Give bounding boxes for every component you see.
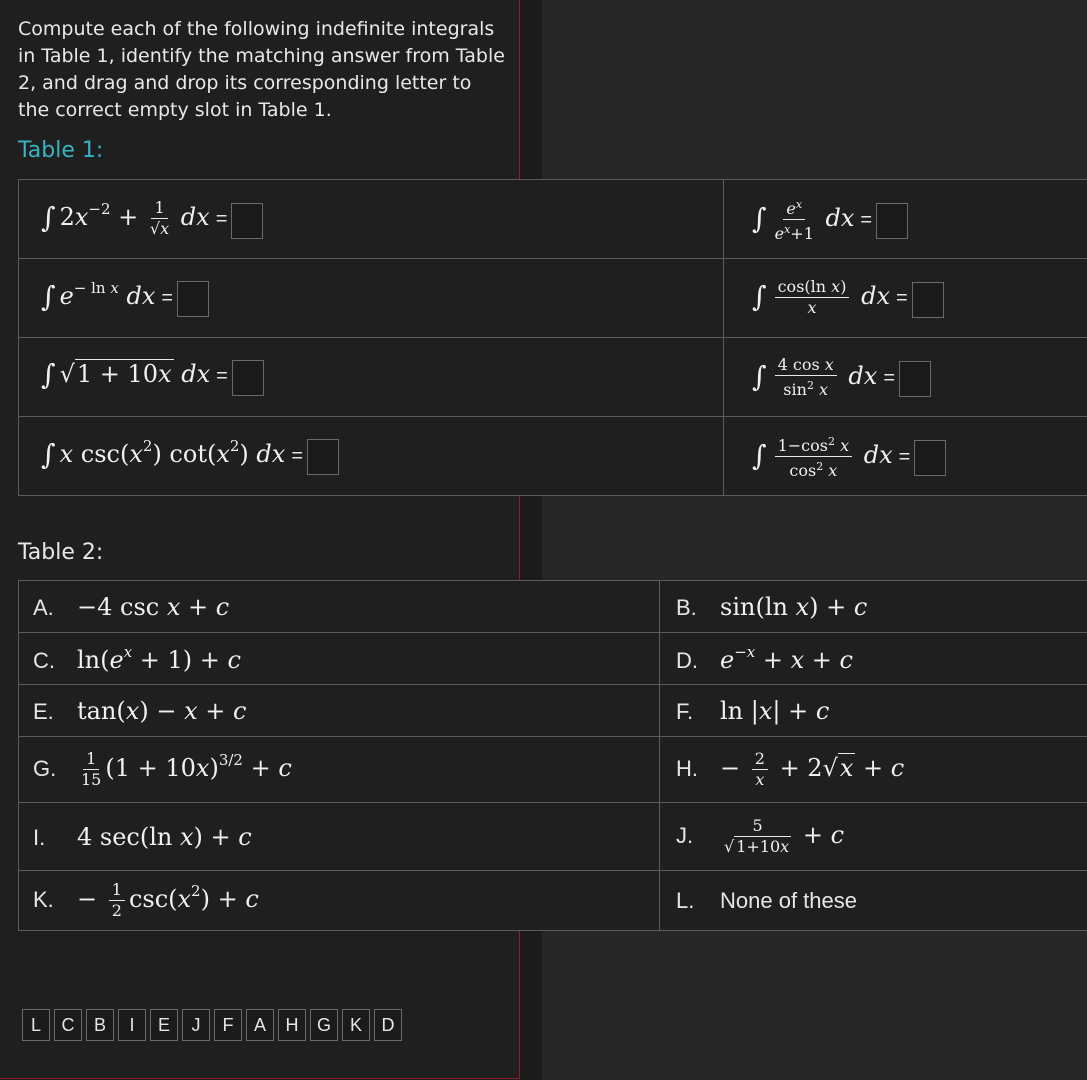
answer-slot-2[interactable]: [876, 203, 908, 239]
integral-cell-3: ∫ $e^{- ln x}$ dx =: [19, 259, 724, 338]
tile-L[interactable]: L: [22, 1009, 50, 1041]
integral-cell-6: ∫ $\frac{\text{4 cos x}}{\sin^2 x}$ dx =: [724, 338, 1087, 417]
tile-D[interactable]: D: [374, 1009, 402, 1041]
answer-L: L. None of these: [660, 871, 1087, 931]
letter-tiles: [22, 1009, 402, 1041]
tile-H[interactable]: H: [278, 1009, 306, 1041]
tile-J[interactable]: J: [182, 1009, 210, 1041]
answers-table: [18, 580, 1087, 931]
tile-A[interactable]: A: [246, 1009, 274, 1041]
answer-slot-3[interactable]: [177, 281, 209, 317]
tile-F[interactable]: F: [214, 1009, 242, 1041]
integral-cell-5: ∫ √1 + 10x dx =: [19, 338, 724, 417]
answer-slot-1[interactable]: [231, 203, 263, 239]
answer-slot-7[interactable]: [307, 439, 339, 475]
answer-D: D. $e^{-x} + x + c$: [660, 633, 1087, 685]
table1-heading: Table 1:: [18, 138, 104, 163]
tile-G[interactable]: G: [310, 1009, 338, 1041]
integral-cell-2: ∫ $\frac{e^x}{e^x+1}$ dx =: [724, 180, 1087, 259]
tile-B[interactable]: B: [86, 1009, 114, 1041]
answer-slot-8[interactable]: [914, 440, 946, 476]
integral-cell-8: ∫ $\frac{1-\cos^2 x}{\cos^2 x}$ dx =: [724, 417, 1087, 496]
table2-heading: Table 2:: [18, 540, 104, 565]
answer-I: I. 4 sec(ln x) + c: [19, 803, 660, 871]
answer-K: K. − $\frac{1}{2}$ $\csc(x^2) + c$: [19, 871, 660, 931]
answer-H: H. − $\frac{2}{x}$ + 2√x + c: [660, 737, 1087, 803]
answer-A: A. −4 csc x + c: [19, 581, 660, 633]
integrals-table: [18, 179, 1087, 496]
tile-C[interactable]: C: [54, 1009, 82, 1041]
tile-E[interactable]: E: [150, 1009, 178, 1041]
integral-cell-7: ∫ x $\csc(x^2)$ $\cot(x^2)$ dx =: [19, 417, 724, 496]
instructions-text: Compute each of the following indefinite integrals in Table 1, identify the matching answer from Table 2, and drag and drop its corresponding letter to the correct empty slot in Table 1.: [18, 18, 505, 121]
tile-K[interactable]: K: [342, 1009, 370, 1041]
answer-B: B. sin(ln x) + c: [660, 581, 1087, 633]
answer-slot-5[interactable]: [232, 360, 264, 396]
answer-C: C. $\ln(e^x + 1) + c$: [19, 633, 660, 685]
integral-cell-4: ∫ $\frac{\text{cos(ln x)}}{x}$ dx =: [724, 259, 1087, 338]
answer-F: F. ln |x| + c: [660, 685, 1087, 737]
answer-G: G. $\frac{1}{15}$ $(1 + 10x)^{3/2} + c$: [19, 737, 660, 803]
answer-slot-4[interactable]: [912, 282, 944, 318]
answer-E: E. tan(x) − x + c: [19, 685, 660, 737]
answer-J: J. $\frac{5}{√ 1+10x}$ + c: [660, 803, 1087, 871]
answer-slot-6[interactable]: [899, 361, 931, 397]
tile-I[interactable]: I: [118, 1009, 146, 1041]
integral-cell-1: ∫ $2x^{-2}$ + $\frac{1}{√x}$ dx =: [19, 180, 724, 259]
